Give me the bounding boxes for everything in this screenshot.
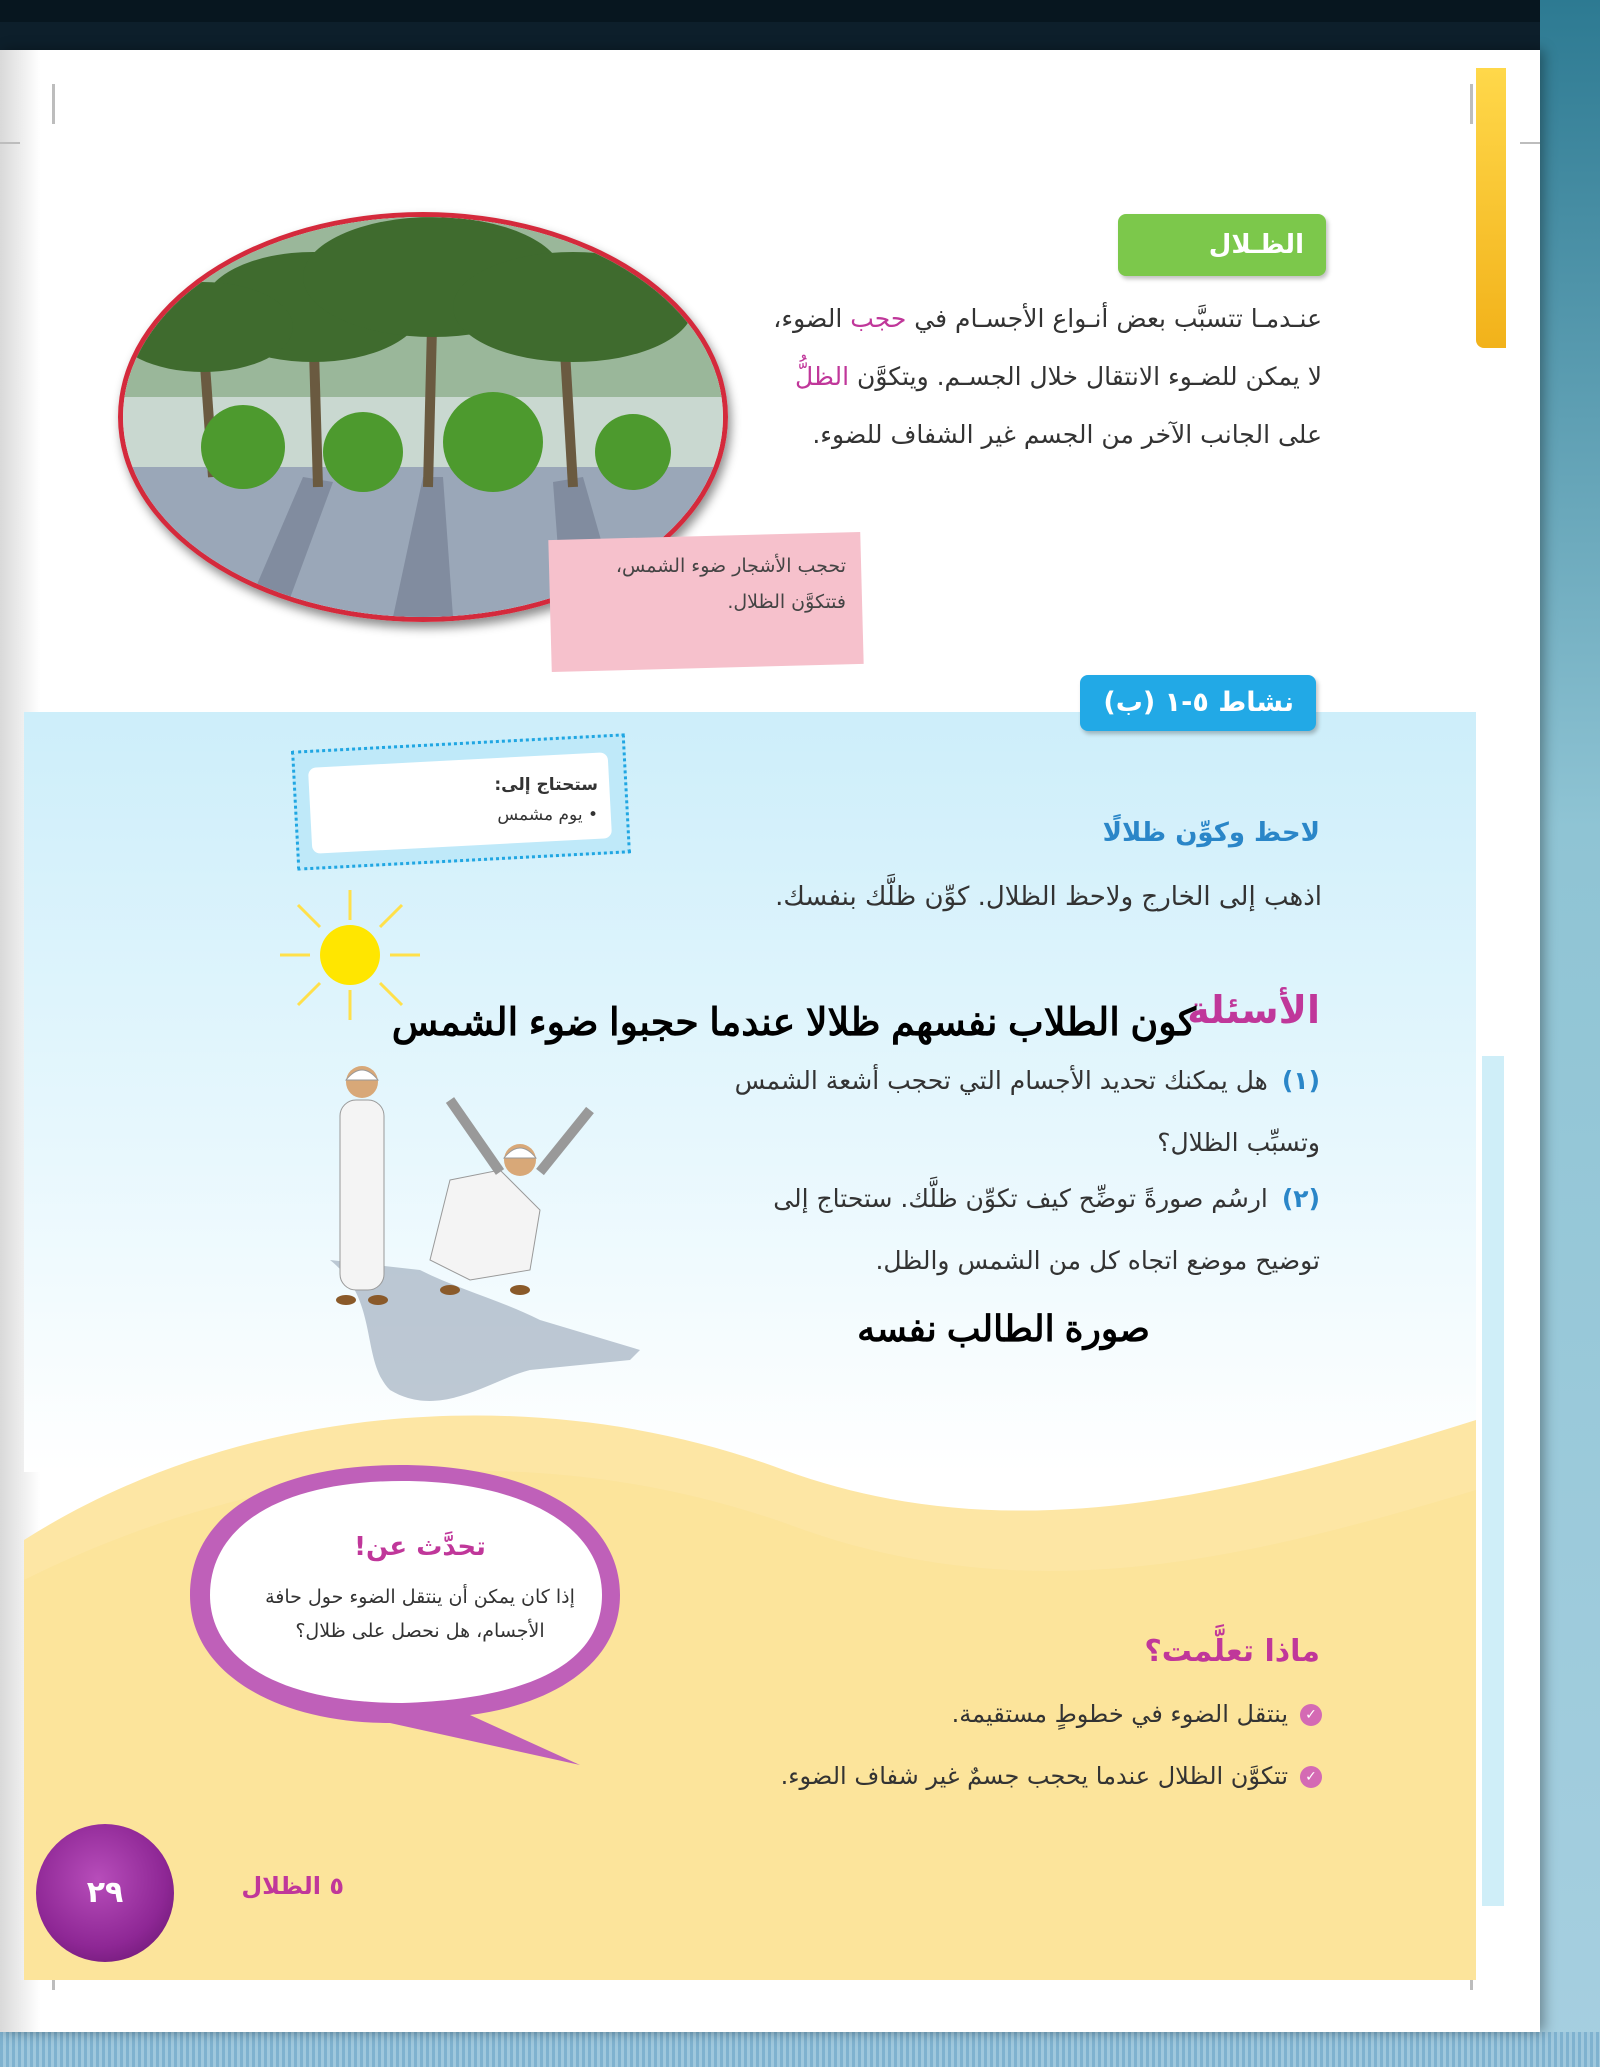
intro-paragraph: عنـدمـا تتسبَّب بعض أنـواع الأجسـام في حجب الضوء، لا يمكن للضـوء الانتقال خلال الجسـم. ويتكوَّن الظلُّ على الجانب الآخر من الجسم غير الشفاف للضوء. <box>773 304 1322 449</box>
talk-bubble-title: تحدَّث عن! <box>354 1532 486 1562</box>
crop-mark <box>1470 84 1473 124</box>
yellow-side-tab <box>1476 68 1506 348</box>
materials-list <box>328 770 598 830</box>
question-2-text: ارسُم صورةً توضِّح كيف تكوِّن ظلَّك. ستحتاج إلى توضيح موضع اتجاه كل من الشمس والظل. <box>773 1184 1320 1275</box>
bullet-icon: ✓ <box>1300 1704 1322 1726</box>
activity-title: لاحظ وكوِّن ظلالًا <box>1102 818 1320 848</box>
questions-title: الأسئلة <box>1187 988 1320 1032</box>
background-bottom <box>0 2032 1600 2067</box>
materials-item: • يوم مشمس <box>497 805 598 825</box>
background-right <box>1540 0 1600 2067</box>
question-2-number: (٢) <box>1281 1184 1320 1213</box>
learned-item-2: ✓تتكوَّن الظلال عندما يحجب جسمٌ غير شفاف الضوء. <box>600 1762 1322 1790</box>
answer-overlay-2: صورة الطالب نفسه <box>857 1308 1150 1349</box>
crop-mark <box>52 84 55 124</box>
crop-mark <box>0 142 20 144</box>
question-2 <box>720 1168 1320 1292</box>
blue-side-strip <box>1482 1056 1504 1906</box>
activity-instruction: اذهب إلى الخارج ولاحظ الظلال. كوِّن ظلَّك بنفسك. <box>775 882 1322 912</box>
materials-title: ستحتاج إلى: <box>494 775 598 795</box>
page-number: ٢٩ <box>36 1824 174 1962</box>
question-1-text: هل يمكنك تحديد الأجسام التي تحجب أشعة الشمس وتسبِّب الظلال؟ <box>734 1066 1320 1157</box>
learned-item-1: ✓ينتقل الضوء في خطوطٍ مستقيمة. <box>700 1700 1322 1728</box>
crop-mark <box>1520 142 1540 144</box>
question-1-number: (١) <box>1281 1066 1320 1095</box>
activity-tag: نشاط ٥-١ (ب) <box>1080 675 1316 731</box>
bullet-icon: ✓ <box>1300 1766 1322 1788</box>
learned-title: ماذا تعلَّمت؟ <box>1144 1634 1320 1669</box>
window-top-bar <box>0 0 1600 22</box>
photo-caption: تحجب الأشجار ضوء الشمس، فتتكوَّن الظلال. <box>615 555 846 613</box>
talk-bubble-text: إذا كان يمكن أن ينتقل الضوء حول حافة الأجسام، هل نحصل على ظلال؟ <box>265 1586 575 1642</box>
chapter-label: ٥ الظلال <box>241 1872 344 1900</box>
answer-overlay-1: كون الطلاب نفسهم ظلالا عندما حجبوا ضوء الشمس <box>391 1002 1196 1044</box>
children-illustration <box>300 1060 700 1420</box>
section-heading-shadows: الظـلال <box>1118 214 1326 276</box>
question-1 <box>720 1050 1320 1174</box>
